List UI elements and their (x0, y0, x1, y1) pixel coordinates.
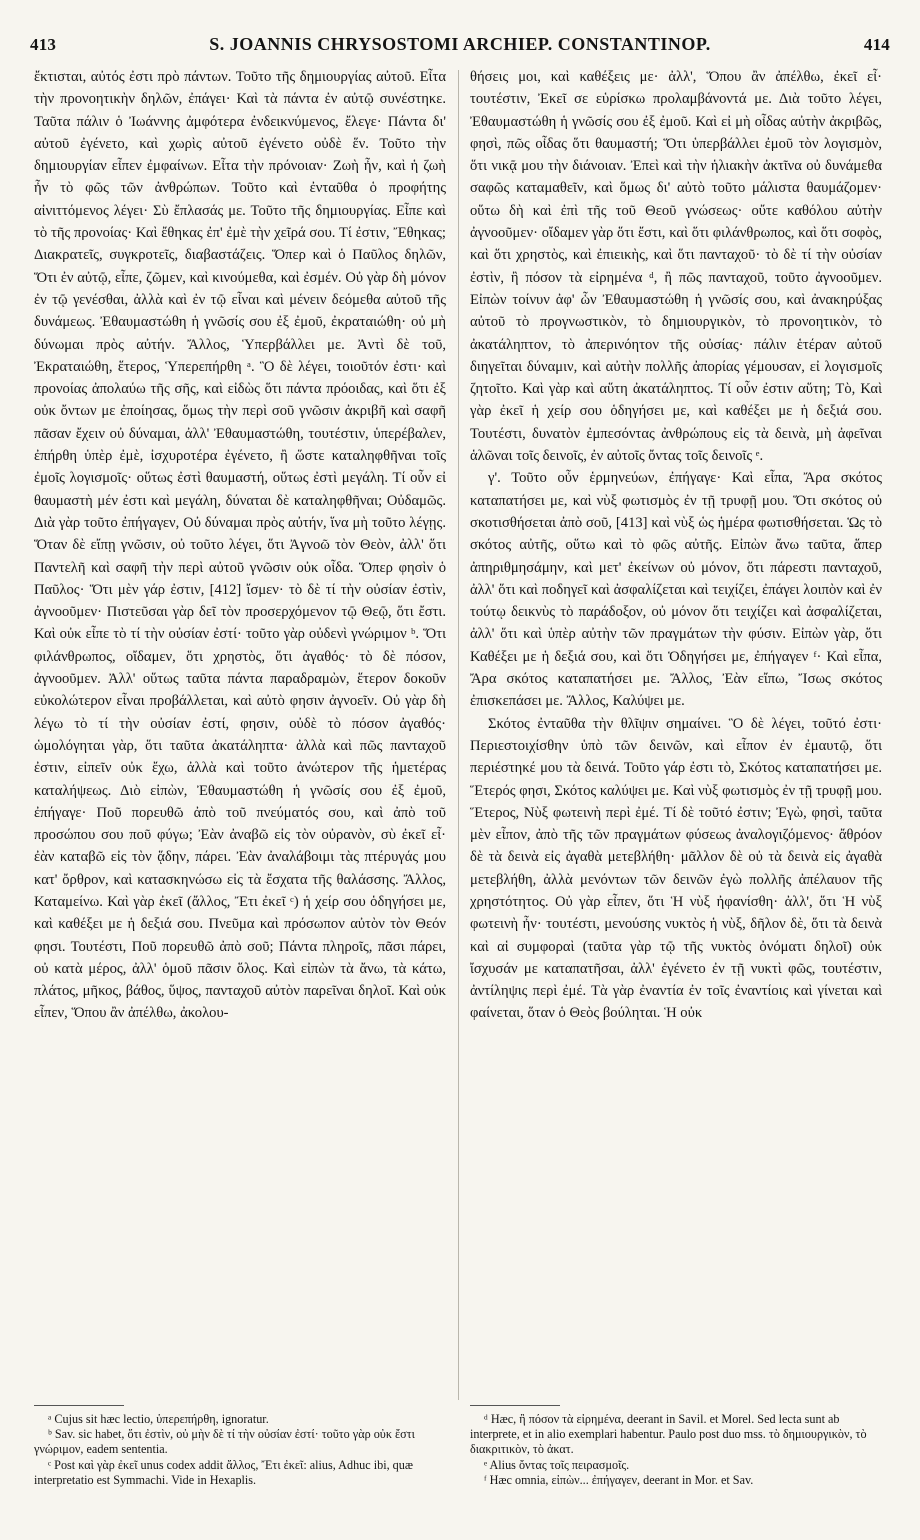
footnote: ᵈ Hæc, ἢ πόσον τὰ εἰρημένα, deerant in Savil. et Morel. Sed lecta sunt ab interprete, et in alio exemplari habentur. Paulo post duo mss. τὸ δημιουργικὸν, τὸ διακριτικὸν, τὸ ἀκατ. (470, 1412, 867, 1457)
footnotes-right (470, 1412, 882, 1488)
footnote: ᶠ Hæc omnia, εἰπὼν... ἐπήγαγεν, deerant in Mor. et Sav. (484, 1472, 754, 1487)
running-title: S. JOANNIS CHRYSOSTOMI ARCHIEP. CONSTANTINOP. (209, 34, 711, 54)
footnote-rule-right (470, 1405, 560, 1406)
footnote-rule-left (34, 1405, 124, 1406)
footnotes-left (34, 1412, 446, 1488)
right-paragraph: γ'. Τοῦτο οὖν ἑρμηνεύων, ἐπήγαγε· Καὶ εἶπα, Ἄρα σκότος καταπατήσει με, καὶ νὺξ φωτισμὸς ἐν τῇ τρυφῇ μου. Ὅτι σκότος οὐ σκοτισθήσεται ἀπὸ σοῦ, [413] καὶ νὺξ ὡς ἡμέρα φωτισθήσεται. Ὡς τὸ σκότος αὐτῆς, οὕτω καὶ τὸ φῶς αὐτῆς. Εἰπὼν ἄνω ταῦτα, ἅπερ ἀπηριθμησάμην, καὶ μετ' ἐκείνων οὐ μόνον, ὅτι πάρεστι πανταχοῦ, ἀλλ' ὅτι καὶ ποδηγεῖ καὶ ἀσφαλίζεται καὶ τειχίζει, ἐπάγει λοιπὸν καὶ ἐν τούτῳ δεικνὺς τὸ παράδοξον, οὐ μόνον ὅτι τειχίζει καὶ ἀσφαλίζεται, ἀλλ' ὅτι καὶ ὑπὲρ αὐτὴν τῶν πραγμάτων τὴν φύσιν. Εἰπὼν γὰρ, ὅτι Καθέξει με ἡ δεξιά σου, καὶ ὅτι Ὁδηγήσει με, ἐπήγαγεν ᶠ· Καὶ εἶπα, Ἄρα σκότος καταπατήσει με. Ἄλλος, Ἐὰν εἴπω, Ἴσως σκότος ἐπισκεπάσει με. Ἄλλος, Καλύψει με. (470, 470, 882, 710)
page-number-right: 414 (863, 35, 890, 54)
right-column (470, 66, 882, 1402)
left-column (34, 66, 446, 1402)
page-number-left: 413 (30, 35, 57, 54)
left-paragraph: ἔκτισται, αὐτός ἐστι πρὸ πάντων. Τοῦτο τῆς δημιουργίας αὐτοῦ. Εἶτα τὴν προνοητικὴν δηλῶν, ἐπάγει· Καὶ τὰ πάντα ἐν αὐτῷ συνέστηκε. Ταῦτα πάλιν ὁ Ἰωάννης ἀμφότερα ἐνδεικνύμενος, ἔλεγε· Πάντα δι' αὐτοῦ ἐγένετο, καὶ χωρὶς αὐτοῦ ἐγένετο οὐδὲ ἕν. Τοῦτο τὴν δημιουργίαν εἶπεν ἐμφαίνων. Εἶτα τὴν πρόνοιαν· Ζωὴ ἦν, καὶ ἡ ζωὴ ἦν τὸ φῶς τῶν ἀνθρώπων. Τοῦτο καὶ ἐνταῦθα ὁ προφήτης αἰνιττόμενος λέγει· Σὺ ἔπλασάς με. Τοῦτο τῆς δημιουργίας. Εἶπε καὶ τὸ τῆς προνοίας· Καὶ ἔθηκας ἐπ' ἐμὲ τὴν χεῖρά σου. Τί ἐστιν, Ἔθηκας; Διακρατεῖς, συγκροτεῖς, διαβαστάζεις. Ὅπερ καὶ ὁ Παῦλος δηλῶν, Ὅτι ἐν αὐτῷ, εἶπε, ζῶμεν, καὶ κινούμεθα, καὶ ἐσμέν. Οὐ γὰρ δὴ μόνον ἐν τῷ γενέσθαι, ἀλλὰ καὶ ἐν τῷ εἶναι καὶ μένειν δεόμεθα αὐτοῦ τῆς δυνάμεως. Ἐθαυμαστώθη ἡ γνῶσίς σου ἐξ ἐμοῦ, ἐκραταιώθη· οὐ μὴ δύνωμαι πρὸς αὐτήν. Ἄλλος, Ὑπερβάλλει με. Ἀντὶ δὲ τοῦ, Ἐκραταιώθη, ἕτερος, Ὑπερεπήρθη ᵃ. Ὃ δὲ λέγει, τοιοῦτόν ἐστι· καὶ προνοίας ἀπολαύω τῆς σῆς, καὶ εἰδὼς ὅτι πάντα πρόοιδας, καὶ ὅτι ἐξ οὐκ ὄντων με ἐποίησας, ὅμως τὴν περὶ σοῦ γνῶσιν ἀκριβῆ καὶ σαφῆ πᾶσαν ἔχειν οὐ δύναμαι, ἀλλ' Ἐθαυμαστώθη, τουτέστιν, ὑπερέβαλεν, ἐπήρθη ὑπὲρ ἐμὲ, ἰσχυροτέρα ἐγένετο, ἢ ὥστε καταληφθῆναι τοῖς ἐμοῖς λογισμοῖς· οὕτως ἐστὶ θαυμαστή, οὕτως ἐστὶ μεγάλη. Τί οὖν εἰ θαυμαστὴ μέν ἐστι καὶ μεγάλη, δύναται δὲ καταληφθῆναι; Οὐδαμῶς. Διὰ γὰρ τοῦτο ἐπήγαγεν, Οὐ δύναμαι πρὸς αὐτήν, ἵνα μὴ τοῦτο λέγῃς. Ὅταν δὲ εἴπῃ γνῶσιν, οὐ τοῦτο λέγει, ὅτι Ἀγνοῶ τὸν Θεὸν, ἀλλ' ὅτι Παντελῆ καὶ σαφῆ τὴν περὶ αὐτοῦ γνῶσιν οὐκ οἶδα. Ὅπερ φησὶν ὁ Παῦλος· Ὅτι μὲν γάρ ἐστιν, [412] ἴσμεν· τὸ δὲ τί τὴν οὐσίαν ἐστὶν, ἀγνοοῦμεν· Πιστεῦσαι γὰρ δεῖ τὸν προσερχόμενον τῷ Θεῷ, ὅτι ἔστι. Καὶ οὐκ εἶπε τὸ τί τὴν οὐσίαν ἐστί· τοῦτο γὰρ οὐδενὶ γνώριμον ᵇ. Ὅτι φιλάνθρωπος, οἴδαμεν, ὅτι χρηστὸς, ὅτι ἀγαθός· τὸ δὲ πόσον, ἀγνοοῦμεν. Ἀλλ' οὕτως ταῦτα πάντα παραδραμὼν, ἕτερον δοκοῦν εὐκολώτερον εἶναι προβάλλεται, καὶ αὐτὸ φησιν ἀγνοεῖν. Οὐ γὰρ δὴ λέγω τὸ τί τὴν οὐσίαν ἐστί, φησιν, οὐδὲ τὸ πόσον ἀγαθός· ὡμολόγηται γὰρ, ὅτι ταῦτα ἀκατάληπτα· ἀλλὰ καὶ πῶς πανταχοῦ ἐστιν, εἰπεῖν οὐκ ἔχω, ἀλλὰ καὶ τοῦτο ἀνώτερον τῆς ἡμετέρας καταλήψεως. Διὸ εἰπὼν, Ἐθαυμαστώθη ἡ γνῶσίς σου ἐξ ἐμοῦ, ἐπήγαγε· Ποῦ πορευθῶ ἀπὸ τοῦ πνεύματός σου, καὶ ἀπὸ τοῦ προσώπου σου ποῦ φύγω; Ἐὰν ἀναβῶ εἰς τὸν οὐρανὸν, σὺ ἐκεῖ εἶ· ἐὰν καταβῶ εἰς τὸν ᾅδην, πάρει. Ἐὰν ἀναλάβοιμι τὰς πτέρυγάς μου κατ' ὄρθρον, καὶ κατασκηνώσω εἰς τὰ ἔσχατα τῆς θαλάσσης. Ἄλλος, Καταμείνω. Καὶ γὰρ ἐκεῖ (ἄλλος, Ἔτι ἐκεῖ ᶜ) ἡ χείρ σου ὁδηγήσει με, καὶ καθέξει με ἡ δεξιά σου. Πνεῦμα καὶ πρόσωπον αὐτὸν τὸν Θεόν φησι. Τουτέστι, Ποῦ πορευθῶ ἀπὸ σοῦ; Πάντα πληροῖς, πᾶσι πάρει, οὐ κατὰ μέρος, ἀλλ' ὁμοῦ πᾶσιν ὅλος. Καὶ εἰπὼν τὰ ἄνω, τὰ κάτω, πλάτος, μῆκος, βάθος, ὕψος, πανταχοῦ αὐτὸν παρεῖναι δηλοῖ. Καὶ οὐκ εἶπεν, Ὅπου ἂν ἀπέλθω, ἀκολου- (34, 69, 446, 1022)
footnote: ᵇ Sav. sic habet, ὅτι ἐστὶν, οὐ μὴν δὲ τί τὴν οὐσίαν ἐστί· τοῦτο γὰρ οὐκ ἔστι γνώριμον, eadem sententia. (34, 1427, 415, 1457)
right-paragraph: Σκότος ἐνταῦθα τὴν θλῖψιν σημαίνει. Ὃ δὲ λέγει, τοῦτό ἐστι· Περιεστοιχίσθην ὑπὸ τῶν δεινῶν, καὶ εἶπον ἐν ἐμαυτῷ, ὅτι περιέστηκέ μου τὰ δεινά. Τοῦτο γάρ ἐστι τὸ, Σκότος καταπατήσει με. Ἕτερός φησι, Σκότος καλύψει με. Καὶ νὺξ φωτισμὸς ἐν τῇ τρυφῇ μου. Ἕτερος, Νὺξ φωτεινὴ περὶ ἐμέ. Τί δὲ τοῦτό ἐστιν; Ἐγὼ, φησὶ, ταῦτα μὲν εἶπον, ἀπὸ τῆς τῶν πραγμάτων φύσεως ἀναλογιζόμενος· ἄθρόον δὲ τὰ δεινὰ εἰς ἀγαθὰ μετεβλήθη· μᾶλλον δὲ οὐ τὰ δεινὰ εἰς ἀγαθὰ μετεβλήθη, ἀλλὰ μενόντων τῶν δεινῶν ἐγὼ πολλῆς ἀπέλαυον τῆς χρηστότητος. Οὐ γὰρ εἶπεν, ὅτι Ἡ νὺξ ἠφανίσθη· ἀλλ', ὅτι Ἡ νὺξ φωτεινὴ ἦν· τουτέστι, μενούσης νυκτὸς ἡ νὺξ, δῆλον δὲ, ὅτι τὰ δεινὰ καὶ αἱ συμφοραὶ (ταῦτα γὰρ τῷ τῆς νυκτὸς ὀνόματι δηλοῖ) οὐκ ἴσχυσάν με καταπατῆσαι, ἀλλ' ἐγένετο ἐν τῇ νυκτὶ φῶς, τουτέστιν, ἀντίληψις περὶ ἐμέ. Τὰ γὰρ ἐναντία ἐν τοῖς ἐναντίοις καὶ γίνεται καὶ φαίνεται, ὅταν ὁ Θεὸς βούληται. Ἡ οὐκ (470, 715, 882, 1022)
running-header (30, 34, 890, 64)
footnote: ᵃ Cujus sit hæc lectio, ὑπερεπήρθη, ignoratur. (48, 1412, 269, 1426)
footnote: ᵉ Alius ὄντας τοῖς πειρασμοῖς. (484, 1457, 630, 1472)
column-divider (458, 70, 459, 1400)
right-paragraph: θήσεις μοι, καὶ καθέξεις με· ἀλλ', Ὅπου ἂν ἀπέλθω, ἐκεῖ εἶ· τουτέστιν, Ἐκεῖ σε εὑρίσκω προλαμβάνοντά με. Διὰ τοῦτο λέγει, Ἐθαυμαστώθη ἡ γνῶσίς σου ἐξ ἐμοῦ. Καὶ εἰ μὴ οἶδας αὐτὴν ἀκριβῶς, φησὶ, πῶς οἶδας ὅτι θαυμαστή; Ὅτι ὑπερβάλλει ἐμοῦ τὸν λογισμὸν, ὅτι νικᾷ μου τὴν διάνοιαν. Ἐπεὶ καὶ τὴν ἡλιακὴν ἀκτῖνα οὐ δυνάμεθα σαφῶς καταμαθεῖν, καὶ ὅμως δι' αὐτὸ τοῦτο μάλιστα θαυμάζομεν· οὕτω δὴ καὶ ἐπὶ τῆς τοῦ Θεοῦ γνώσεως· οὔτε καθόλου αὐτὴν ἀγνοοῦμεν· οἴδαμεν γὰρ ὅτι ἔστι, καὶ ὅτι φιλάνθρωπος, καὶ ὅτι σοφὸς, καὶ ὅτι χρηστὸς, καὶ ἐπιεικὴς, καὶ ὅτι πανταχοῦ· τὸ δὲ τί τὴν οὐσίαν ἐστὶν, ἢ πόσον τὰ εἰρημένα ᵈ, ἢ πῶς πανταχοῦ, τοῦτο ἀγνοοῦμεν. Εἰπὼν τοίνυν ἀφ' ὧν Ἐθαυμαστώθη ἡ γνῶσίς σου, καὶ ἀνακηρύξας αὐτοῦ τὸ προγνωστικὸν, τὸ δημιουργικὸν, τὸ προνοητικὸν, τὸ ἀκατάληπτον, τὸ ἀπερινόητον τῆς οὐσίας· πάλιν ἑτέραν αὐτοῦ διηγεῖται δύναμιν, καὶ αὐτὴν πολλῆς ἀπορίας γέμουσαν, εἰ λογισμοῖς ζητοῖτο. Καὶ γὰρ καὶ αὕτη ἀκατάληπτος. Τί οὖν ἐστιν αὕτη; Τὸ, Καὶ γὰρ ἐκεῖ ἡ χείρ σου ὁδηγήσει με, καὶ καθέξει με ἡ δεξιά σου. Τουτέστι, δυνατὸν ἐμπεσόντας ἀνθρώπους εἰς τὰ δεινὰ, μὴ ἀφεῖναι ἁλῶναι τοῖς δεινοῖς, ἐν αὐτοῖς ὄντας τοῖς δεινοῖς ᵉ. (470, 69, 882, 465)
footnote: ᶜ Post καὶ γὰρ ἐκεῖ unus codex addit ἄλλος, Ἔτι ἐκεῖ: alius, Adhuc ibi, quæ interpretatio est Symmachi. Vide in Hexaplis. (34, 1457, 413, 1487)
